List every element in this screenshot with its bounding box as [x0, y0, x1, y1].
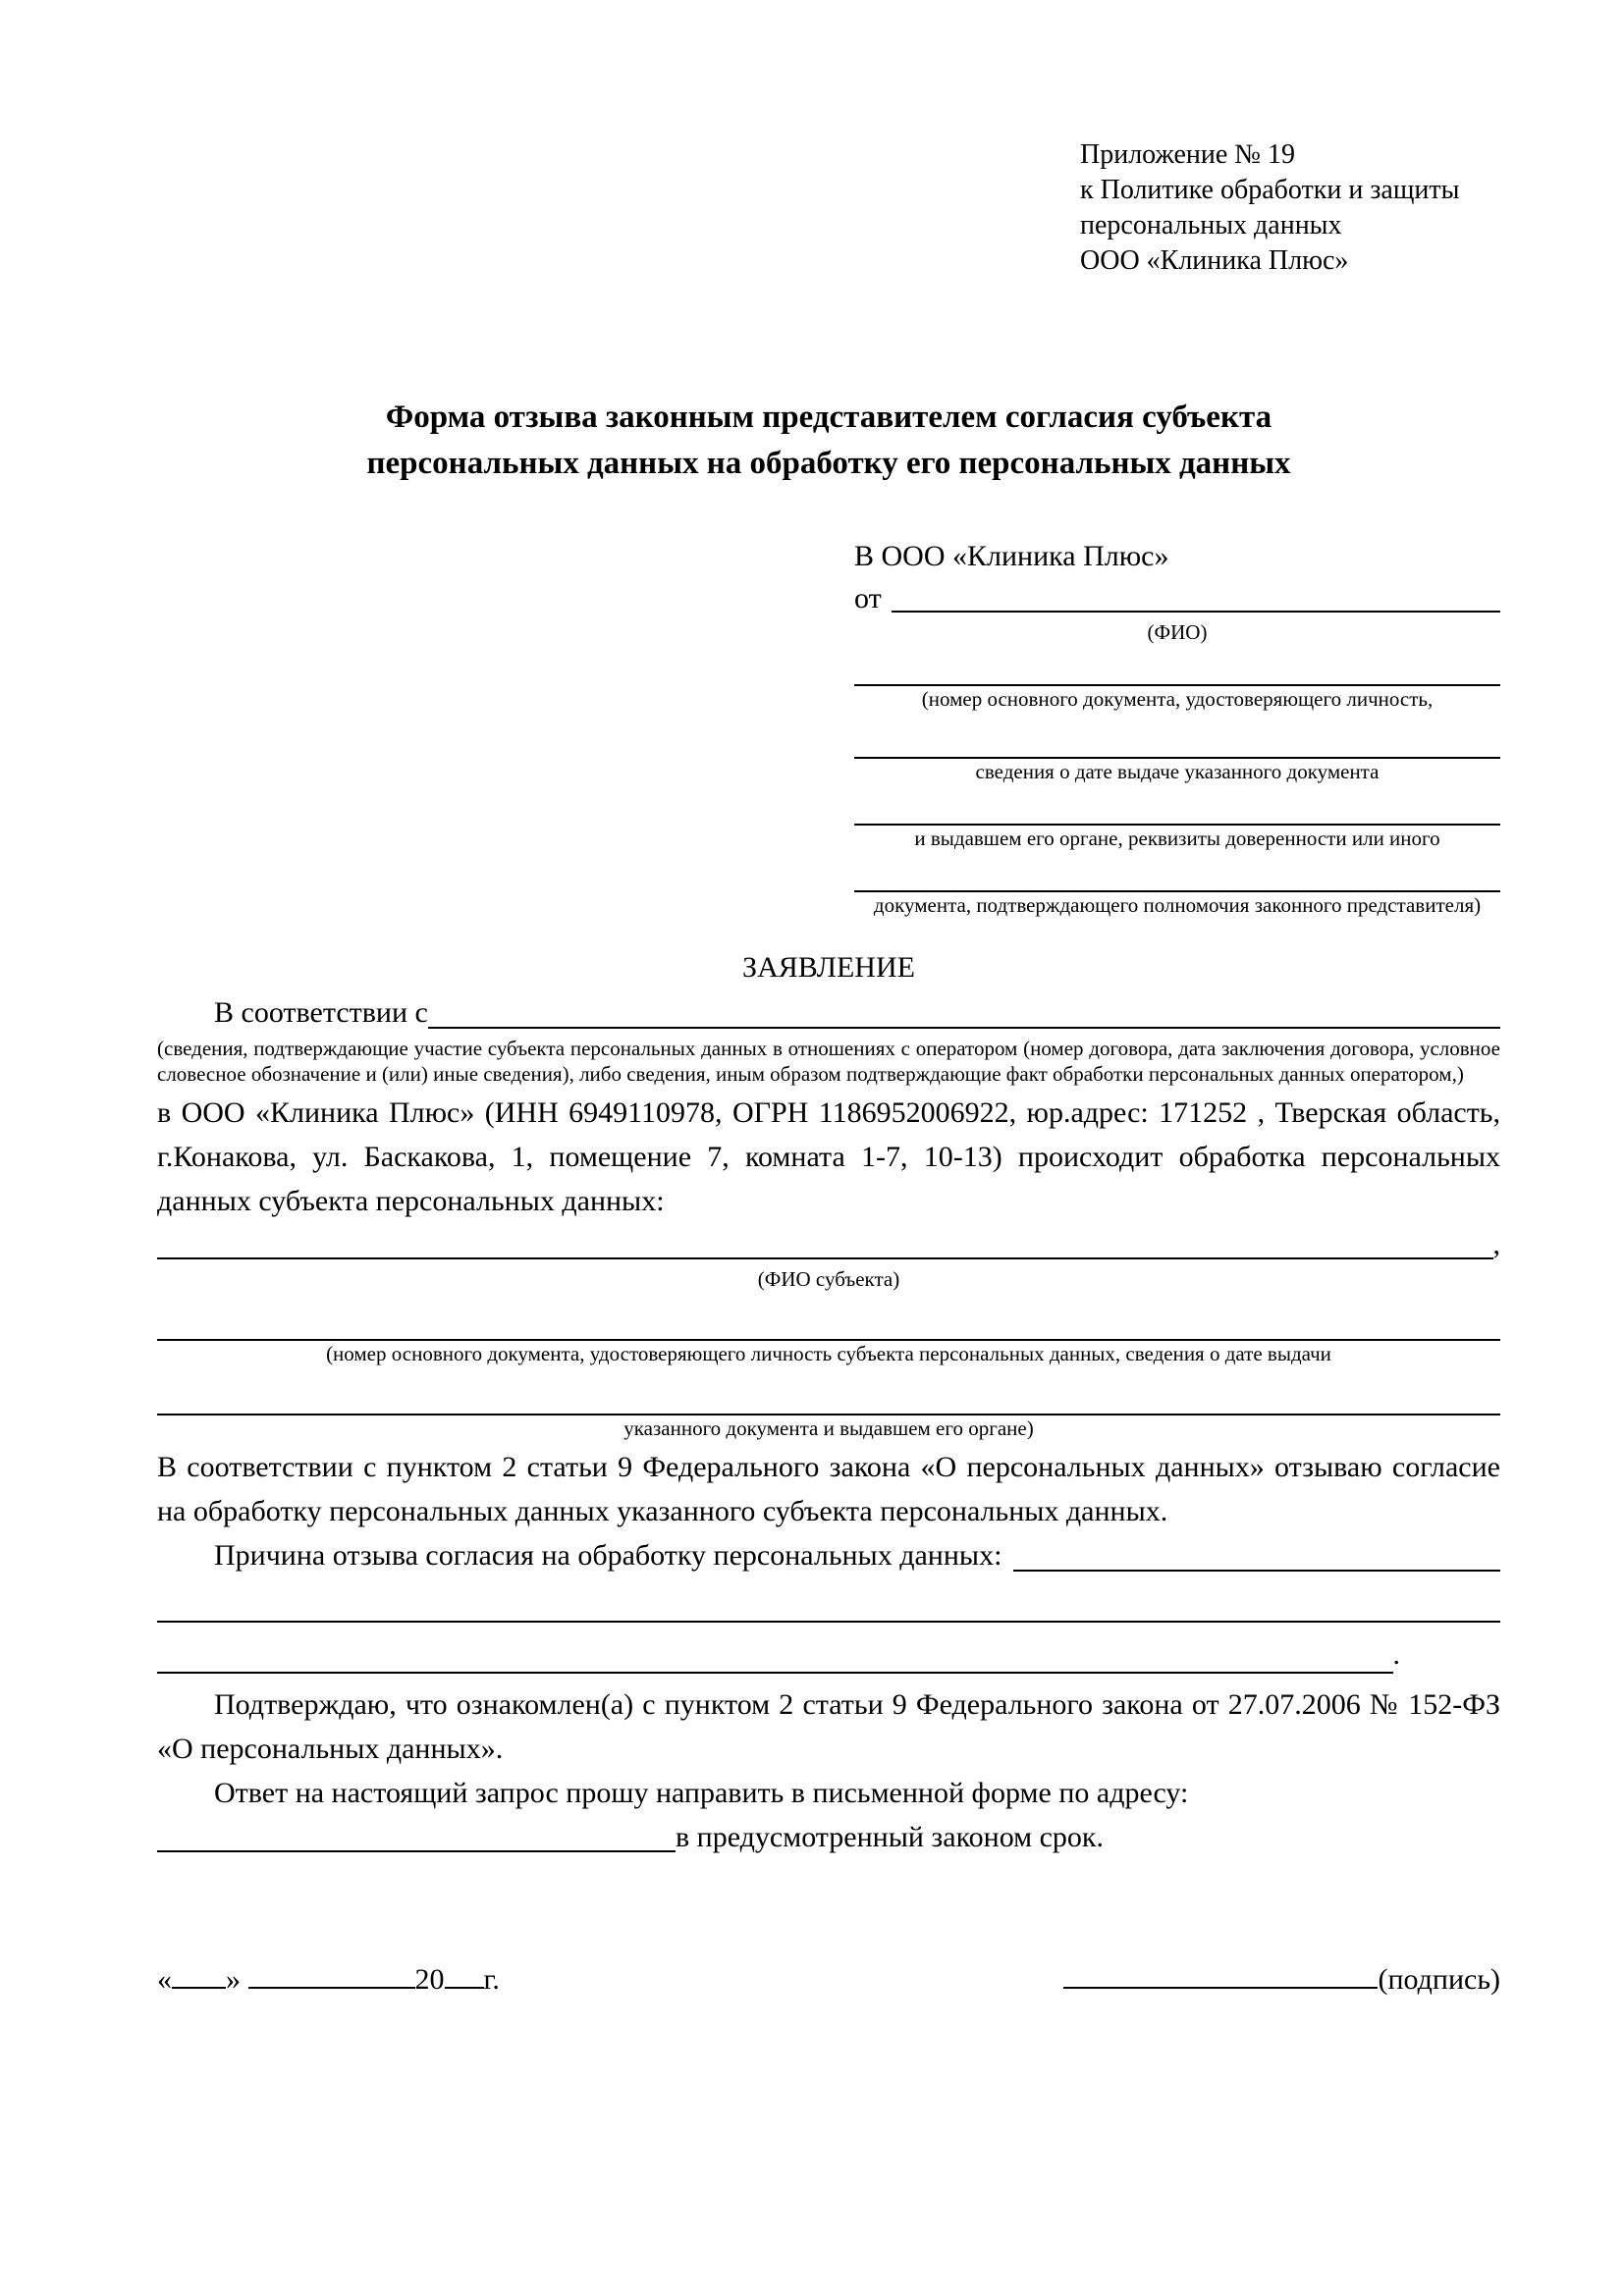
issuing-authority-fill-line[interactable]	[854, 784, 1500, 826]
representative-authority-caption: документа, подтверждающего полномочия законного представителя)	[873, 893, 1482, 917]
subject-name-suffix: ,	[1492, 1228, 1500, 1260]
document-number-fill-line[interactable]	[854, 645, 1500, 686]
date-year-prefix: 20	[414, 1963, 445, 1996]
reply-line2-suffix: в предусмотренный законом срок.	[676, 1821, 1104, 1853]
appendix-header-line: ООО «Клиника Плюс»	[1080, 245, 1349, 276]
reason-prefix: Причина отзыва согласия на обработку персональных данных:	[214, 1539, 1002, 1572]
reply-line1: Ответ на настоящий запрос прошу направить в письменной форме по адресу:	[214, 1777, 1189, 1809]
subject-issuer-fill-line[interactable]	[157, 1366, 1500, 1415]
signature-fill-line[interactable]	[1063, 1985, 1378, 1989]
from-label: от	[854, 582, 882, 614]
withdraw-paragraph: В соответствии с пунктом 2 статьи 9 Федерального закона «О персональных данных» отзываю согласие на обработку персональных данных указанного субъекта персональных данных.	[157, 1451, 1500, 1527]
reason-row	[157, 1533, 1500, 1578]
signature-caption: (подпись)	[1378, 1963, 1500, 1996]
statement-heading: ЗАЯВЛЕНИЕ	[742, 951, 915, 984]
subject-name-fill-line[interactable]	[157, 1257, 1493, 1259]
signature-line	[1063, 1957, 1500, 2002]
date-year-fill-line[interactable]	[445, 1985, 484, 1989]
appendix-header-line: к Политике обработки и защиты	[1080, 175, 1460, 205]
issue-date-caption: сведения о дате выдаче указанного документа	[975, 760, 1380, 783]
representative-authority-fill-line[interactable]	[854, 851, 1500, 892]
document-number-caption: (номер основного документа, удостоверяющего личность,	[921, 687, 1434, 711]
basis-prefix: В соответствии с	[214, 996, 428, 1029]
appendix-header	[1080, 137, 1500, 279]
date-quote-close: »	[226, 1963, 241, 1996]
reason-blank-fill-1[interactable]	[157, 1621, 1500, 1623]
addressee-from-row	[854, 578, 1500, 619]
footer-row	[157, 1957, 1500, 2002]
basis-note: (сведения, подтверждающие участие субъекта персональных данных в отношениях с оператором (номер договора, дата заключения договора, условное словесное обозначение и (или) иные сведения), либо сведения, иным образом подтверждающие факт обработки персональных данных оператором,)	[157, 1037, 1500, 1086]
subject-issuer-caption: указанного документа и выдавшем его органе)	[623, 1416, 1034, 1440]
reason-blank-fill-2[interactable]	[157, 1672, 1393, 1674]
date-line	[157, 1957, 500, 2002]
acknowledge-paragraph: Подтверждаю, что ознакомлен(а) с пунктом 2 статьи 9 Федерального закона от 27.07.2006 № 152-ФЗ «О персональных данных».	[157, 1688, 1500, 1765]
from-fill-line[interactable]	[892, 611, 1500, 613]
date-day-fill-line[interactable]	[172, 1985, 226, 1989]
reason-fill-line[interactable]	[1013, 1570, 1500, 1572]
basis-row	[157, 990, 1500, 1036]
issue-date-fill-line[interactable]	[854, 712, 1500, 759]
date-year-suffix: г.	[483, 1963, 500, 1996]
document-title-line: Форма отзыва законным представителем согласия субъекта	[385, 400, 1272, 435]
subject-document-caption: (номер основного документа, удостоверяющего личность субъекта персональных данных, сведения о дате выдачи	[326, 1342, 1331, 1365]
date-month-fill-line[interactable]	[248, 1985, 415, 1989]
subject-document-fill-line[interactable]	[157, 1292, 1500, 1341]
operator-paragraph: в ООО «Клиника Плюс» (ИНН 6949110978, ОГРН 1186952006922, юр.адрес: 171252 , Тверская область, г.Конакова, ул. Баскакова, 1, помещение 7, комната 1-7, 10-13) происходит обработка персональных данных субъекта персональных данных:	[157, 1096, 1500, 1217]
reason-blank-row-1	[157, 1578, 1500, 1629]
subject-name-row	[157, 1223, 1500, 1266]
addressee-to: В ООО «Клиника Плюс»	[854, 540, 1169, 572]
subject-fio-caption: (ФИО субъекта)	[757, 1267, 900, 1291]
document-title-line: персональных данных на обработку его персональных данных	[366, 446, 1291, 481]
addressee-block	[854, 534, 1500, 918]
reason-blank-suffix: .	[1392, 1638, 1401, 1671]
basis-fill-line[interactable]	[428, 1027, 1500, 1029]
reason-blank-row-2	[157, 1629, 1500, 1681]
fio-caption: (ФИО)	[1147, 620, 1208, 644]
reply-line2	[157, 1815, 1500, 1859]
appendix-header-line: персональных данных	[1080, 210, 1342, 240]
document-title	[157, 395, 1500, 487]
appendix-header-line: Приложение № 19	[1080, 139, 1295, 170]
date-quote-open: «	[157, 1963, 172, 1996]
reply-address-fill-line[interactable]	[157, 1850, 676, 1852]
issuing-authority-caption: и выдавшем его органе, реквизиты доверенности или иного	[914, 827, 1440, 850]
